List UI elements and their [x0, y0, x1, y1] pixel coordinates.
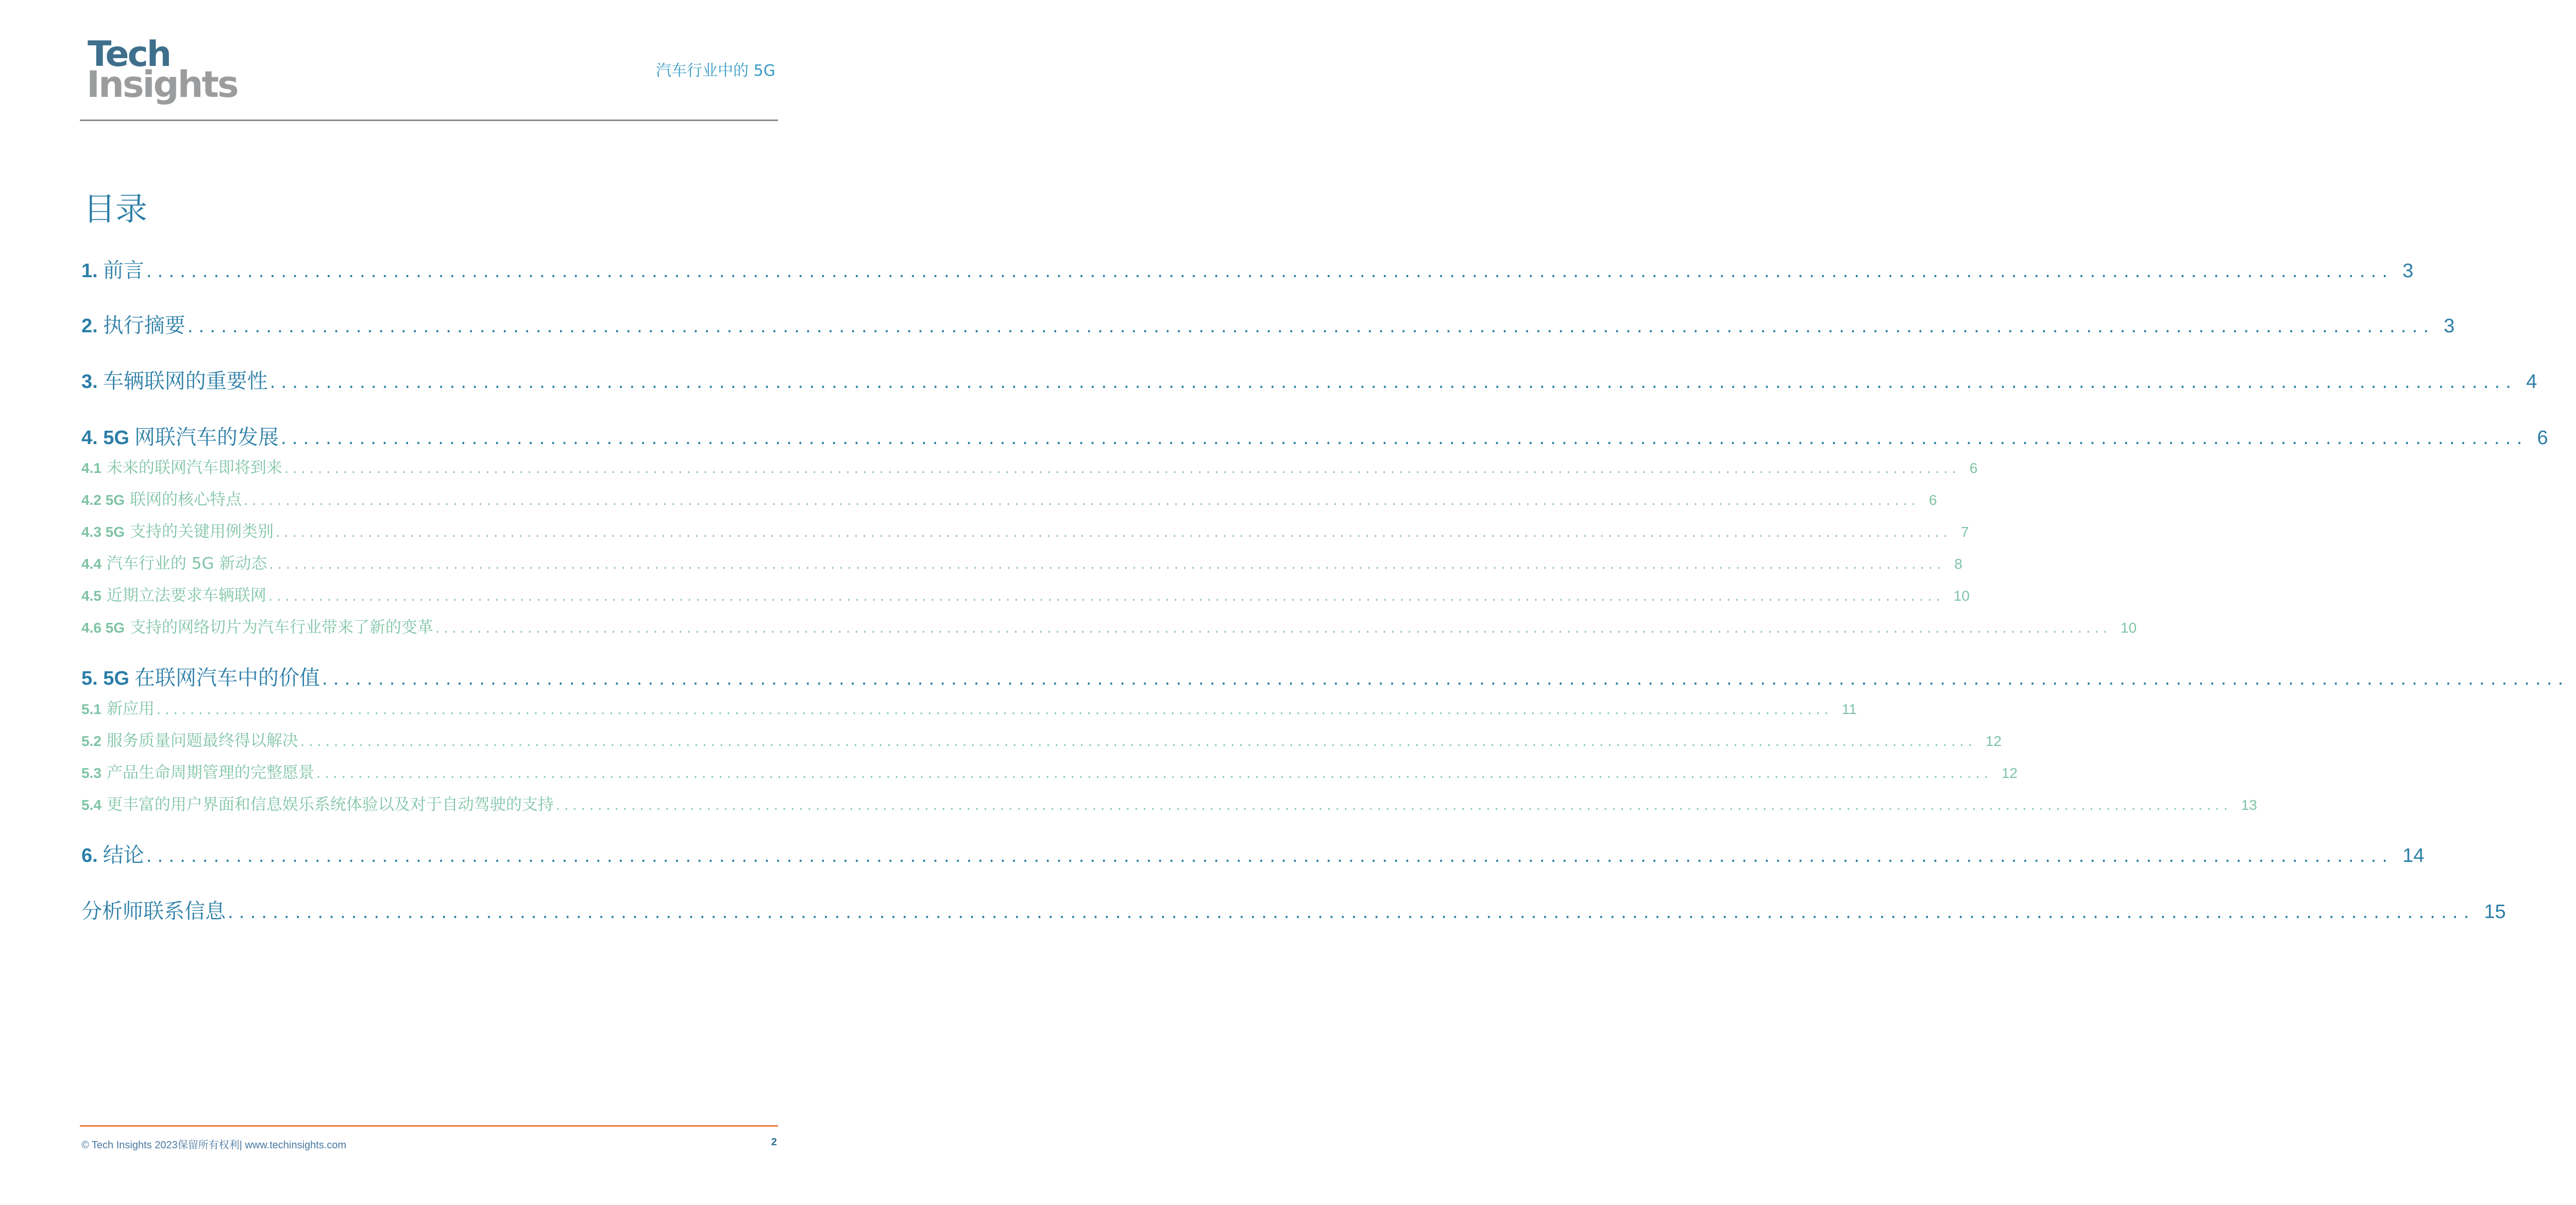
toc-heading: 目录 — [83, 190, 148, 228]
logo-insights-text: Insights — [87, 63, 238, 106]
toc-page-number: 6 — [1929, 492, 1937, 508]
toc-subentry[interactable] — [81, 727, 2002, 751]
toc-page-number: 6 — [2537, 427, 2548, 449]
document-title: 汽车行业中的 5G — [656, 62, 775, 80]
toc-entry-number: 1. — [81, 260, 98, 282]
header-divider — [80, 120, 778, 121]
toc-dot-leader: ........................................................................................................................................................................................................ — [276, 525, 1952, 540]
toc-entry[interactable] — [81, 309, 2455, 338]
toc-subentry[interactable] — [81, 791, 2258, 814]
logo-tech-text: Tech — [88, 34, 171, 75]
toc-subentry[interactable] — [81, 614, 2137, 637]
toc-page-number: 13 — [2241, 797, 2258, 813]
toc-entry[interactable] — [81, 254, 2414, 283]
toc-dot-leader: ........................................................................................................................................................................................................ — [435, 621, 2111, 636]
toc-entry[interactable] — [81, 365, 2537, 394]
toc-entry-number: 5.3 — [81, 765, 101, 781]
footer-copyright: © Tech Insights 2023保留所有权利| www.techinsights.com — [81, 1140, 347, 1151]
toc-dot-leader: ........................................................................................................................................................................................................ — [268, 589, 1944, 604]
toc-entry-title: 前言 — [103, 259, 144, 282]
toc-entry-number: 4.1 — [81, 460, 101, 476]
footer-page-number: 2 — [771, 1136, 777, 1148]
toc-entry-number: 4.4 — [81, 556, 101, 572]
toc-entry-title: 产品生命周期管理的完整愿景 — [106, 763, 314, 782]
toc-dot-leader: ........................................................................................................................................................................................................ — [300, 734, 1976, 750]
toc-page-number: 4 — [2526, 371, 2537, 393]
toc-entry-number: 5. 5G — [81, 668, 129, 689]
toc-dot-leader: ........................................................................................................................................................................................................ — [244, 493, 1920, 508]
toc-subentry[interactable] — [81, 486, 1937, 510]
toc-entry-title: 车辆联网的重要性 — [103, 369, 268, 393]
toc-page-number: 10 — [2121, 620, 2137, 636]
footer-divider — [80, 1125, 778, 1127]
toc-dot-leader: ........................................................................................................................................................................................................ — [321, 669, 2569, 689]
toc-subentry[interactable] — [81, 759, 2018, 783]
toc-dot-leader: ........................................................................................................................................................................................................ — [284, 461, 1960, 477]
toc-page-number: 8 — [1954, 556, 1962, 572]
toc-entry-number: 6. — [81, 845, 98, 867]
toc-entry-number: 2. — [81, 315, 98, 337]
toc-entry-number: 5.1 — [81, 701, 101, 717]
toc-subentry[interactable] — [81, 582, 1970, 605]
toc-entry-title: 分析师联系信息 — [81, 899, 226, 923]
toc-dot-leader: ........................................................................................................................................................................................................ — [316, 766, 1992, 782]
toc-entry-title: 执行摘要 — [103, 314, 185, 337]
toc-page-number: 15 — [2484, 901, 2506, 923]
toc-dot-leader: ........................................................................................................................................................................................................ — [156, 702, 1833, 718]
toc-entry-number: 5.2 — [81, 733, 101, 749]
toc-entry[interactable] — [81, 661, 2569, 691]
toc-entry-title: 服务质量问题最终得以解决 — [106, 732, 298, 750]
toc-entry-title: 在联网汽车中的价值 — [134, 666, 320, 690]
toc-entry-title: 更丰富的用户界面和信息娱乐系统体验以及对于自动驾驶的支持 — [106, 795, 554, 814]
toc-dot-leader: ........................................................................................................................................................................................................ — [228, 902, 2475, 923]
toc-entry-title: 汽车行业的 5G 新动态 — [106, 554, 267, 573]
toc-entry-number: 4. 5G — [81, 427, 129, 449]
toc-entry-title: 未来的联网汽车即将到来 — [106, 459, 282, 477]
toc-subentry[interactable] — [81, 454, 1978, 478]
toc-entry-title: 近期立法要求车辆联网 — [106, 586, 266, 605]
toc-page-number: 12 — [2001, 765, 2018, 781]
toc-page-number: 11 — [1841, 701, 1857, 717]
toc-dot-leader: ........................................................................................................................................................................................................ — [187, 316, 2435, 337]
toc-subentry[interactable] — [81, 518, 1969, 541]
toc-page-number: 3 — [2402, 260, 2414, 282]
toc-entry-title: 支持的关键用例类别 — [130, 522, 274, 541]
techinsights-logo — [87, 34, 238, 106]
toc-page-number: 7 — [1961, 524, 1969, 540]
toc-entry-number: 4.5 — [81, 588, 101, 604]
toc-entry[interactable] — [81, 839, 2425, 868]
toc-entry[interactable] — [81, 895, 2506, 924]
toc-page-number: 14 — [2402, 845, 2425, 867]
toc-entry-number: 4.2 5G — [81, 492, 125, 508]
toc-page-number: 12 — [1985, 733, 2002, 749]
toc-dot-leader: ........................................................................................................................................................................................................ — [280, 428, 2528, 449]
toc-entry-number: 3. — [81, 371, 98, 393]
toc-dot-leader: ........................................................................................................................................................................................................ — [555, 798, 2232, 813]
toc-entry-number: 4.6 5G — [81, 620, 125, 636]
toc-page-number: 6 — [1969, 460, 1978, 476]
toc-entry-title: 结论 — [103, 843, 144, 867]
toc-page-number: 10 — [1953, 588, 1970, 604]
toc-page-number: 3 — [2444, 315, 2455, 337]
toc-dot-leader: ........................................................................................................................................................................................................ — [146, 846, 2394, 867]
toc-entry-number: 4.3 5G — [81, 524, 125, 540]
toc-subentry[interactable] — [81, 550, 1962, 573]
toc-entry-title: 支持的网络切片为汽车行业带来了新的变革 — [130, 618, 434, 637]
toc-entry-title: 联网的核心特点 — [130, 490, 242, 509]
toc-dot-leader: ........................................................................................................................................................................................................ — [269, 372, 2517, 393]
toc-entry[interactable] — [81, 421, 2548, 450]
toc-dot-leader: ........................................................................................................................................................................................................ — [269, 557, 1945, 572]
toc-dot-leader: ........................................................................................................................................................................................................ — [146, 261, 2394, 282]
toc-entry-title: 网联汽车的发展 — [134, 426, 279, 449]
toc-entry-number: 5.4 — [81, 797, 101, 813]
toc-subentry[interactable] — [81, 695, 1857, 719]
toc-entry-title: 新应用 — [106, 700, 155, 718]
